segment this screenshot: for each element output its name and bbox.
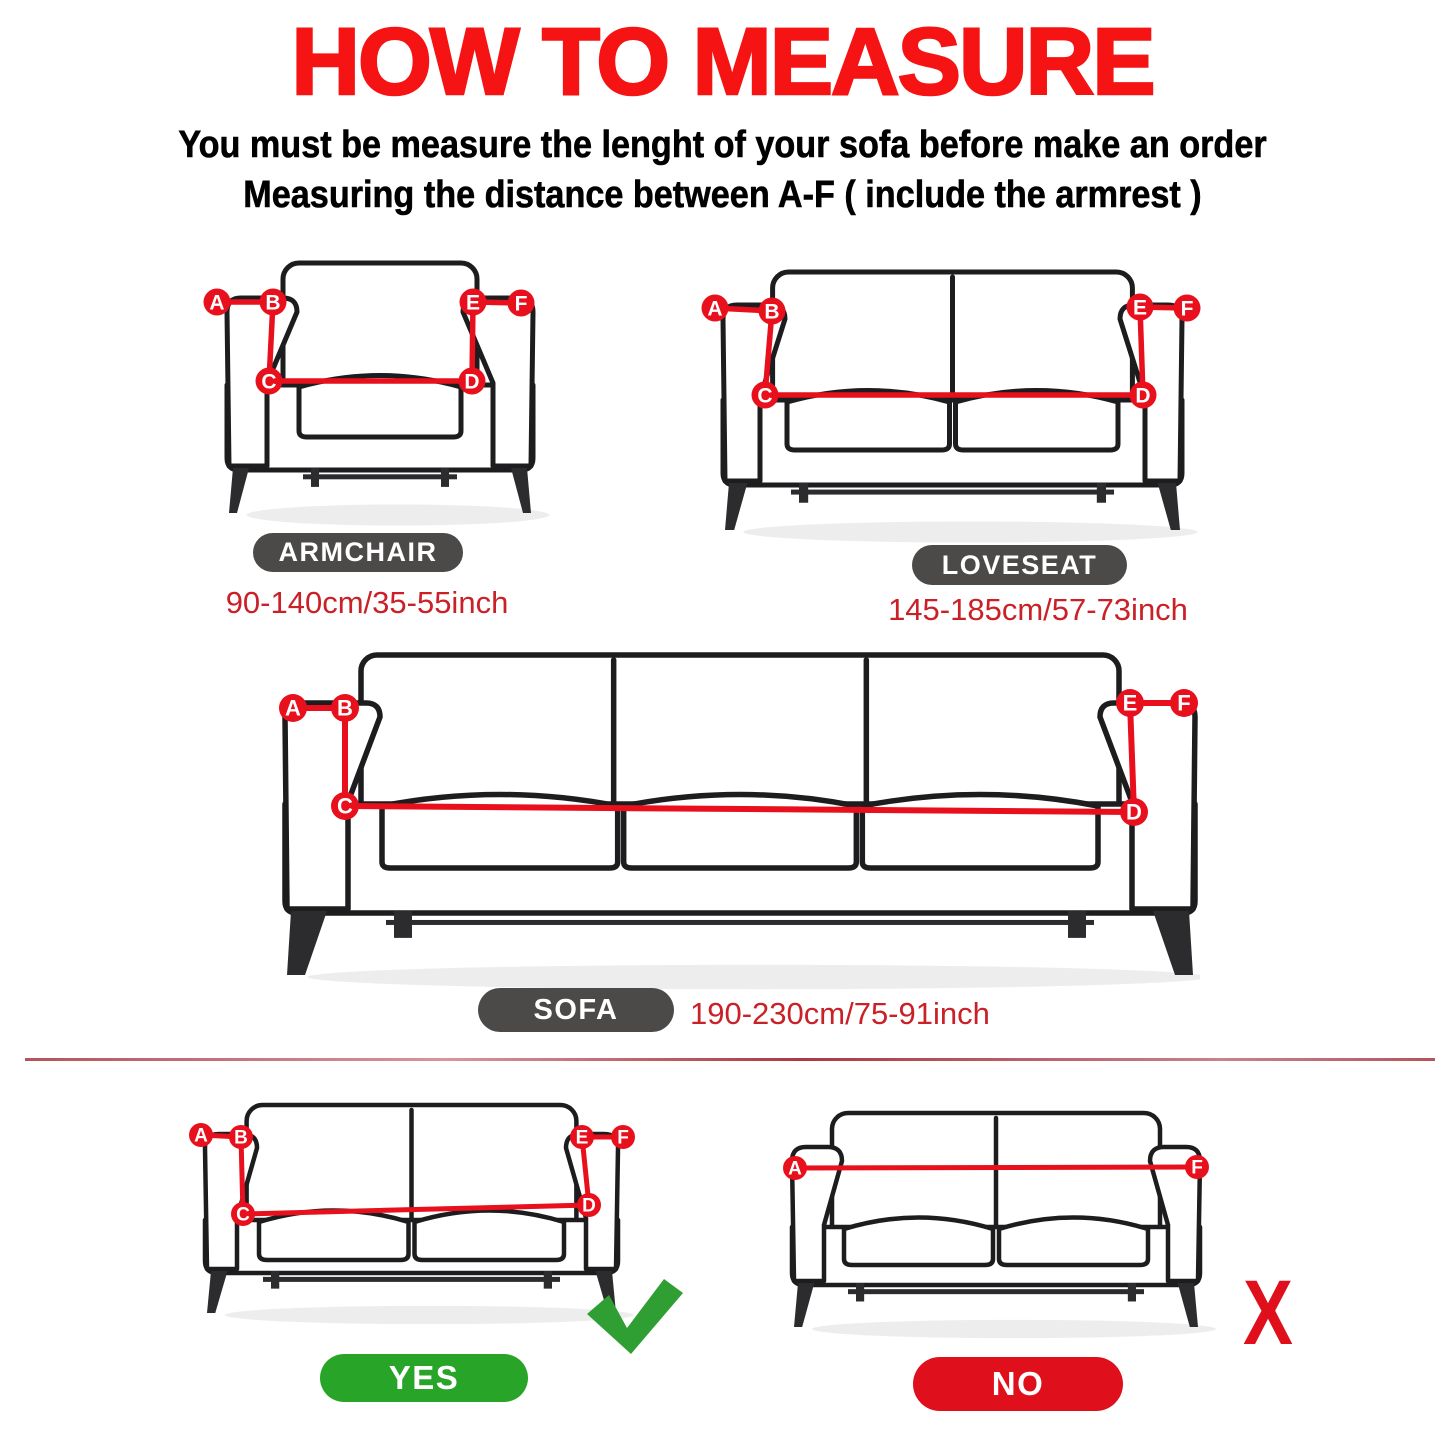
measure-point-E — [570, 1125, 594, 1149]
measure-point-F — [1174, 295, 1201, 322]
x-mark-icon — [1243, 1262, 1293, 1360]
measure-point-D — [577, 1193, 601, 1217]
loveseat-illustration — [690, 240, 1310, 550]
svg-text:F: F — [1191, 1157, 1203, 1179]
measure-point-F — [1185, 1155, 1209, 1179]
svg-text:E: E — [465, 291, 481, 315]
svg-text:X: X — [1243, 1262, 1293, 1360]
sofa-label-badge: SOFA — [478, 988, 674, 1032]
svg-text:D: D — [1135, 384, 1151, 408]
measure-point-C — [256, 368, 283, 395]
measure-point-C — [331, 792, 359, 820]
svg-text:B: B — [234, 1127, 248, 1149]
sofa-diagram — [250, 630, 1200, 990]
incorrect-measurement-diagram — [760, 1090, 1340, 1360]
subtitle — [0, 120, 1445, 220]
measure-point-A — [279, 694, 307, 722]
loveseat-diagram — [690, 240, 1310, 550]
svg-text:C: C — [757, 384, 773, 408]
measure-point-D — [1120, 798, 1148, 826]
subtitle-line-1: You must be measure the lenght of your sofa before make an order — [178, 124, 1267, 166]
correct-measurement-diagram — [150, 1090, 700, 1360]
svg-text:B: B — [337, 695, 353, 721]
page-title: HOW TO MEASURE — [291, 9, 1154, 115]
measure-point-C — [231, 1202, 255, 1226]
measure-point-A — [783, 1156, 807, 1180]
armchair-illustration — [180, 230, 580, 540]
no-badge: NO — [913, 1357, 1123, 1411]
svg-text:F: F — [617, 1127, 629, 1149]
measure-point-F — [1170, 689, 1198, 717]
svg-text:F: F — [1180, 297, 1194, 321]
svg-text:D: D — [1126, 799, 1142, 825]
svg-text:E: E — [1132, 296, 1148, 320]
svg-text:D: D — [582, 1195, 596, 1217]
loveseat-size-range: 145-185cm/57-73inch — [888, 592, 1188, 627]
armchair-label-badge: ARMCHAIR — [253, 533, 463, 572]
svg-text:C: C — [236, 1204, 250, 1226]
measure-point-F — [508, 290, 535, 317]
measure-point-A — [702, 295, 729, 322]
measure-point-B — [331, 694, 359, 722]
measure-point-A — [189, 1123, 213, 1147]
section-divider — [25, 1058, 1435, 1061]
armchair-size-range: 90-140cm/35-55inch — [225, 585, 509, 620]
svg-text:C: C — [337, 793, 353, 819]
measure-point-D — [459, 368, 486, 395]
measure-point-D — [1130, 382, 1157, 409]
measure-point-C — [752, 382, 779, 409]
svg-text:B: B — [265, 291, 281, 315]
svg-text:A: A — [209, 291, 225, 315]
measure-point-E — [460, 289, 487, 316]
svg-text:A: A — [707, 297, 723, 321]
incorrect-illustration — [760, 1090, 1340, 1360]
svg-text:F: F — [514, 292, 528, 316]
measure-point-B — [229, 1125, 253, 1149]
svg-text:F: F — [1177, 690, 1191, 716]
svg-text:A: A — [194, 1125, 208, 1147]
correct-illustration — [150, 1090, 700, 1360]
svg-text:E: E — [1122, 690, 1138, 716]
sofa-size-range: 190-230cm/75-91inch — [690, 996, 990, 1031]
svg-text:B: B — [764, 300, 780, 324]
subtitle-line-2: Measuring the distance between A-F ( include the armrest ) — [243, 174, 1202, 216]
measure-point-B — [759, 298, 786, 325]
armchair-diagram — [180, 230, 580, 540]
svg-text:C: C — [261, 370, 277, 394]
measure-point-E — [1116, 689, 1144, 717]
svg-text:D: D — [464, 370, 480, 394]
loveseat-label-badge: LOVESEAT — [912, 545, 1127, 585]
sofa-illustration — [250, 630, 1200, 990]
svg-text:A: A — [788, 1158, 802, 1180]
measure-point-A — [204, 289, 231, 316]
measure-point-B — [260, 289, 287, 316]
svg-text:A: A — [285, 695, 301, 721]
measure-point-F — [611, 1125, 635, 1149]
measure-point-E — [1127, 294, 1154, 321]
yes-badge: YES — [320, 1354, 528, 1402]
svg-text:E: E — [575, 1127, 589, 1149]
